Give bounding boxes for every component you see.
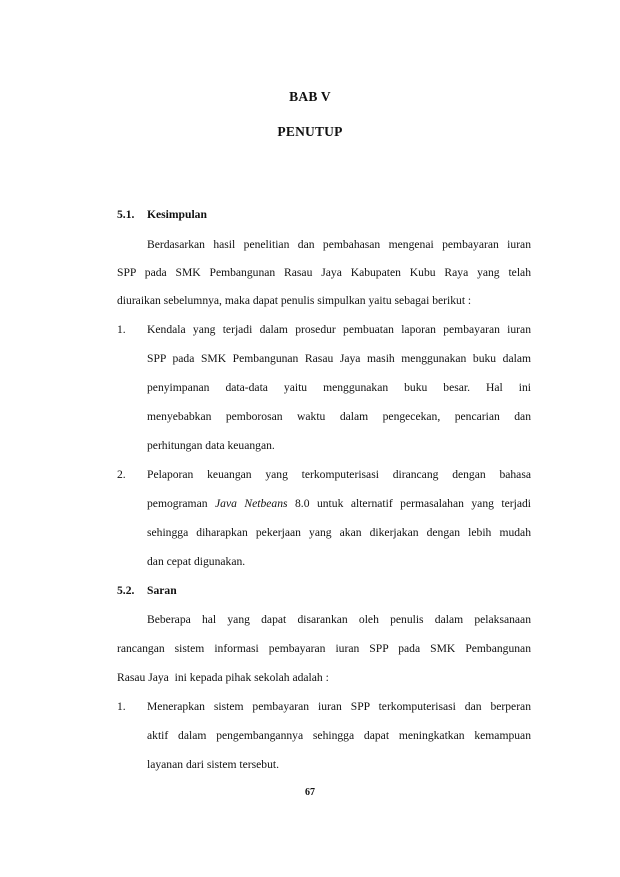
list-number: 1.	[117, 323, 126, 336]
list-number: 1.	[117, 700, 126, 713]
list-item-line: Kendala yang terjadi dalam prosedur pembuatan laporan pembayaran iuran	[147, 323, 531, 336]
list-item-line: sehingga diharapkan pekerjaan yang akan dikerjakan dengan lebih mudah	[147, 526, 531, 539]
list-item-line: Pelaporan keuangan yang terkomputerisasi dirancang dengan bahasa	[147, 468, 531, 481]
list-item-line: SPP pada SMK Pembangunan Rasau Jaya masih menggunakan buku dalam	[147, 352, 531, 365]
page-number: 67	[305, 787, 315, 798]
section-heading-kesimpulan: Kesimpulan	[147, 208, 207, 221]
paragraph-line: rancangan sistem informasi pembayaran iuran SPP pada SMK Pembangunan	[117, 642, 531, 655]
paragraph-line: diuraikan sebelumnya, maka dapat penulis simpulkan yaitu sebagai berikut :	[117, 294, 472, 307]
list-item-line: menyebabkan pemborosan waktu dalam pengecekan, pencarian dan	[147, 410, 531, 423]
list-number: 2.	[117, 468, 126, 481]
list-item-line: Menerapkan sistem pembayaran iuran SPP terkomputerisasi dan berperan	[147, 700, 531, 713]
text-run: pemograman	[147, 497, 215, 510]
chapter-number: BAB V	[289, 89, 331, 104]
list-item-line: layanan dari sistem tersebut.	[147, 758, 279, 771]
paragraph-line: SPP pada SMK Pembangunan Rasau Jaya Kabupaten Kubu Raya yang telah	[117, 266, 531, 279]
list-item-line: aktif dalam pengembangannya sehingga dapat meningkatkan kemampuan	[147, 729, 531, 742]
italic-term-java-netbeans: Java Netbeans	[215, 497, 288, 510]
paragraph-line: Beberapa hal yang dapat disarankan oleh penulis dalam pelaksanaan	[147, 613, 531, 626]
paragraph-line: Berdasarkan hasil penelitian dan pembahasan mengenai pembayaran iuran	[147, 238, 531, 251]
list-item-line: penyimpanan data-data yaitu menggunakan buku besar. Hal ini	[147, 381, 531, 394]
paragraph-line: Rasau Jaya ini kepada pihak sekolah adalah :	[117, 671, 329, 684]
chapter-title: PENUTUP	[277, 124, 343, 139]
list-item-line-mixed	[147, 497, 531, 511]
section-number-5-2: 5.2.	[117, 584, 135, 597]
section-heading-saran: Saran	[147, 584, 177, 597]
list-item-line: dan cepat digunakan.	[147, 555, 246, 568]
text-run: 8.0 untuk alternatif permasalahan yang terjadi	[287, 497, 531, 510]
list-item-line: perhitungan data keuangan.	[147, 439, 275, 452]
section-number-5-1: 5.1.	[117, 208, 135, 221]
